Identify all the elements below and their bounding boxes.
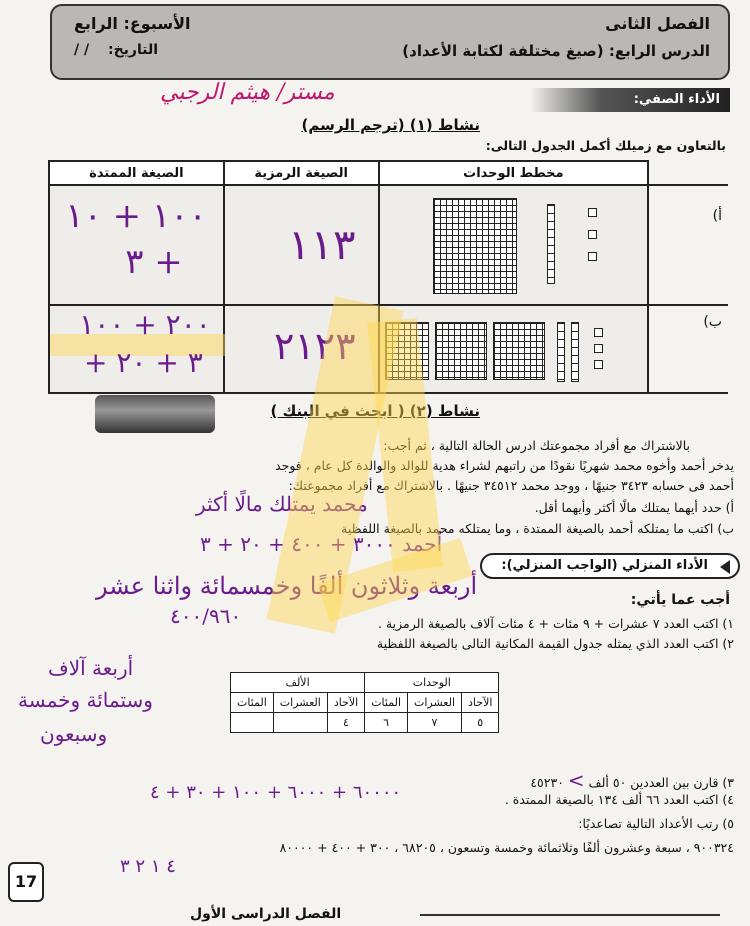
activity2-line1: يدخر أحمد وأخوه محمد شهريًا نقودًا من راتبهم لشراء هدية للوالد والوالدة كل عام ، فوجد <box>275 458 734 473</box>
question-b-answer1: أحمد ٣٠٠٠ + ٤٠٠ + ٢٠ + ٣ <box>200 532 443 556</box>
q2-answer-line2: وستمائة وخمسة <box>18 688 153 712</box>
row-label: ب) <box>703 314 722 330</box>
ten-rod <box>571 322 579 382</box>
symbolic-cell <box>224 185 379 305</box>
unit-cube <box>594 344 603 353</box>
homework-badge: الأداء المنزلي (الواجب المنزلي): <box>480 553 740 579</box>
footer-divider <box>420 914 720 916</box>
header-banner <box>50 4 730 80</box>
q5-order-marks: ٤ ١ ٢ ٣ <box>120 856 176 877</box>
hundred-block <box>435 322 487 380</box>
col-header: المئات <box>365 693 408 713</box>
unit-cube <box>588 230 597 239</box>
q3-text: ٣) قارن بين العددين ٥٠ ألف <box>588 775 734 790</box>
homework-q1: ١) اكتب العدد ٧ عشرات + ٩ مئات + ٤ مئات آلاف بالصيغة الرمزية . <box>377 616 734 631</box>
unit-title: الفصل الثانى <box>605 14 710 33</box>
col-header: المئات <box>231 693 274 713</box>
row-label-cell <box>648 305 728 393</box>
q3-tail: ٤٥٢٣٠ <box>530 775 564 790</box>
place-value-table <box>230 672 499 733</box>
q2-answer-line1: أربعة آلاف <box>48 656 134 680</box>
col-header: العشرات <box>273 693 327 713</box>
expanded-cell <box>49 305 224 393</box>
unit-cube <box>594 328 603 337</box>
units-diagram-cell <box>379 185 649 305</box>
homework-q2: ٢) اكتب العدد الذي يمثله جدول القيمة المكانية التالى بالصيغة اللفظية <box>376 636 734 651</box>
footer-term: الفصل الدراسى الأول <box>190 906 342 922</box>
class-performance-badge: الأداء الصفي: <box>530 88 730 112</box>
activity1-title: نشاط (١) (ترجم الرسم) <box>301 116 480 134</box>
activity2-title: نشاط (٢) ( ابحث في البنك ) <box>270 402 480 420</box>
homework-title: أجب عما يأتي: <box>630 592 730 608</box>
week-label: الأسبوع: الرابع <box>74 14 191 33</box>
value-cell <box>273 713 327 733</box>
q3-answer: > <box>567 768 585 792</box>
bank-image <box>95 395 215 433</box>
col-header: الآحاد <box>462 693 499 713</box>
col-symbolic: الصيغة الرمزية <box>224 161 379 185</box>
col-units-diagram: مخطط الوحدات <box>379 161 649 185</box>
row-label-cell <box>648 185 728 305</box>
unit-cube <box>588 208 597 217</box>
date-label: التاريخ: <box>107 42 159 58</box>
teacher-signature: مستر/ هيثم الرجبي <box>160 80 335 105</box>
homework-q3 <box>530 768 734 792</box>
q4-answer: ٦٠٠٠٠ + ٦٠٠٠ + ١٠٠ + ٣٠ + ٤ <box>150 782 402 803</box>
activity1-instruction: بالتعاون مع زميلك أكمل الجدول التالى: <box>485 138 726 153</box>
ten-rod <box>557 322 565 382</box>
unit-cube <box>588 252 597 261</box>
question-b-answer3: ٤٠٠/٩٦٠ <box>170 604 242 628</box>
value-cell <box>231 713 274 733</box>
expanded-answer-line2: ٣ + ٢٠ + <box>84 346 203 379</box>
col-header: الآحاد <box>327 693 364 713</box>
date-slashes: / / <box>74 42 90 58</box>
expanded-answer-line1: ١٠٠ + ١٠ <box>65 196 207 236</box>
activity2-line2: أحمد فى حسابه ٣٤٢٣ جنيهًا ، ووجد محمد ٣٤٥١٢ جنيهًا . بالاشتراك مع أفراد مجموعتك: <box>288 478 734 493</box>
col-header: العشرات <box>408 693 462 713</box>
group-header-thousands: الألف <box>231 673 365 693</box>
question-a: أ) حدد أيهما يمتلك مالًا أكثر وأيهما أقل. <box>534 500 734 515</box>
q2-answer-line3: وسبعون <box>40 722 108 746</box>
expanded-answer-line1: ٢٠٠ + ١٠٠ <box>79 308 211 341</box>
row-label: أ) <box>712 208 722 224</box>
value-cell: ٦ <box>365 713 408 733</box>
homework-q5: ٥) رتب الأعداد التالية تصاعديًا: <box>578 816 734 831</box>
hundred-block <box>433 198 517 294</box>
question-b-answer2: أربعة وثلاثون ألفًا وخمسمائة واثنا عشر <box>96 572 478 600</box>
unit-cube <box>594 360 603 369</box>
ten-rod <box>547 204 555 284</box>
value-cell: ٥ <box>462 713 499 733</box>
homework-q4: ٤) اكتب العدد ٦٦ ألف ١٣٤ بالصيغة الممتدة . <box>504 792 734 807</box>
lesson-title: الدرس الرابع: (صيغ مختلفة لكتابة الأعداد) <box>402 42 710 60</box>
table-row <box>49 185 728 305</box>
col-expanded: الصيغة الممتدة <box>49 161 224 185</box>
page-number: 17 <box>8 862 44 902</box>
symbolic-answer: ١١٣ <box>287 220 356 269</box>
question-b: ب) اكتب ما يمتلكه أحمد بالصيغة الممتدة ، وما يمتلكه محمد بالصيغة اللفظية <box>341 521 734 536</box>
label-col-header <box>648 161 728 185</box>
q5-numbers: ٩٠٠٣٢٤ ، سبعة وعشرون ألفًا وثلاثمائة وخمسة وتسعون ، ٦٨٢٠٥ ، ٣٠٠ + ٤٠٠ + ٨٠٠٠٠ <box>279 840 734 855</box>
activity2-intro: بالاشتراك مع أفراد مجموعتك ادرس الحالة التالية ، ثم أجب: <box>383 438 690 453</box>
group-header-units: الوحدات <box>365 673 499 693</box>
expanded-cell <box>49 185 224 305</box>
value-cell: ٤ <box>327 713 364 733</box>
expanded-answer-line2: + ٣ <box>125 242 183 282</box>
value-cell: ٧ <box>408 713 462 733</box>
question-a-answer: محمد يمتلك مالًا أكثر <box>196 492 368 516</box>
symbolic-answer: ٢١٢٣ <box>273 324 356 368</box>
hundred-block <box>493 322 545 380</box>
date-field <box>74 42 158 58</box>
